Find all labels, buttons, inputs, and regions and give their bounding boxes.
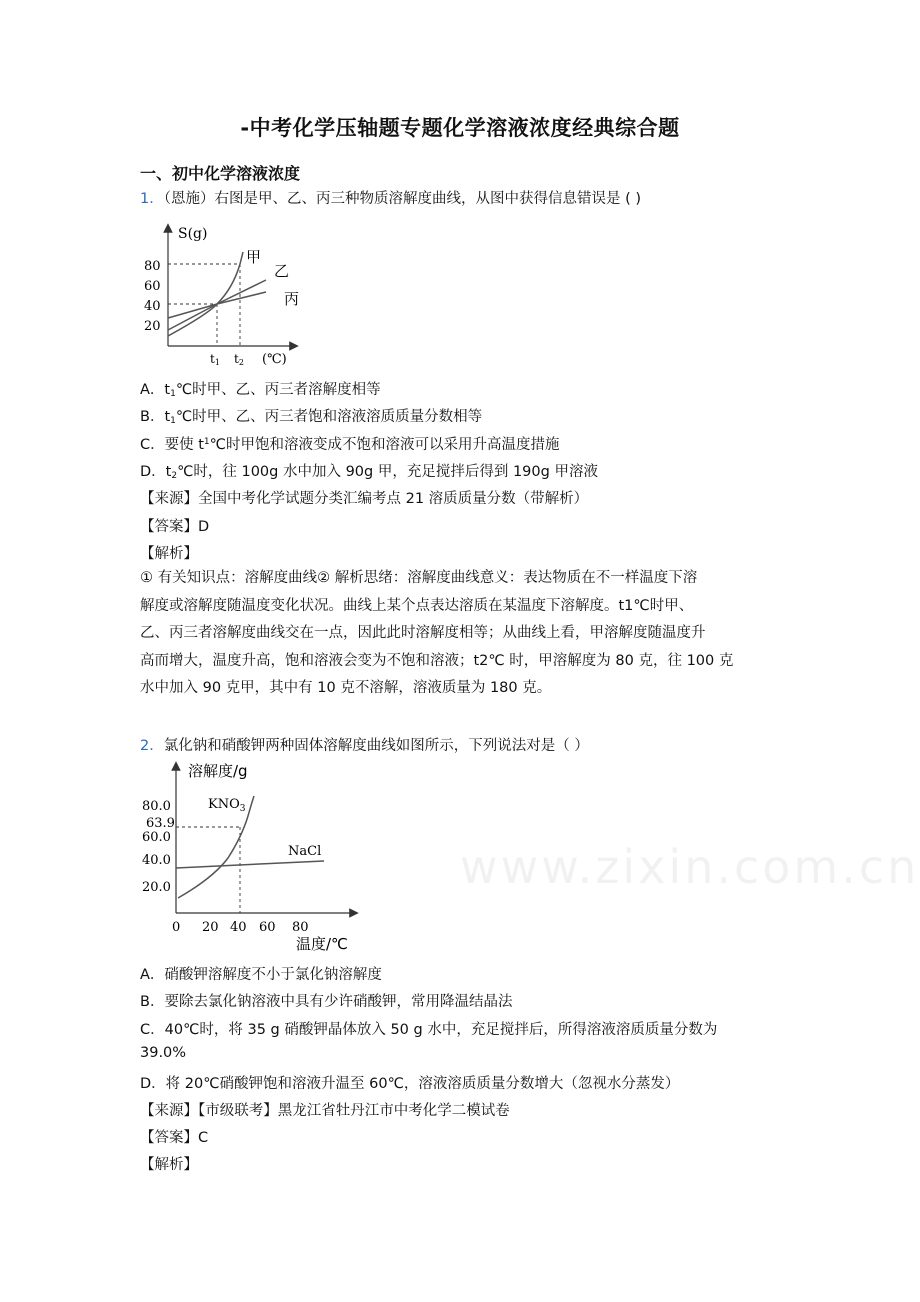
y-tick: 20.0 bbox=[142, 880, 171, 895]
x-tick: 80 bbox=[292, 920, 309, 935]
question-2-text: 氯化钠和硝酸钾两种固体溶解度曲线如图所示，下列说法对是（ ） bbox=[163, 738, 589, 754]
q2-option-c: C．40℃时，将 35 g 硝酸钾晶体放入 50 g 水中，充足搅拌后，所得溶液溶质质量分数为 bbox=[140, 1022, 718, 1038]
curve-nacl bbox=[176, 861, 324, 868]
y-tick: 63.9 bbox=[146, 816, 175, 831]
section-heading: 一、初中化学溶液浓度 bbox=[140, 164, 301, 183]
analysis-line: ① 有关知识点：溶解度曲线② 解析思绪：溶解度曲线意义：表达物质在不一样温度下溶 bbox=[140, 570, 698, 586]
q1-option-d: D．$t_2℃$时，往 100g 水中加入 90g 甲，充足搅拌后得到 190g 甲溶液 bbox=[140, 464, 598, 481]
question-1-stem bbox=[140, 187, 641, 208]
y-tick: 80 bbox=[144, 259, 161, 274]
series-label-bing: 丙 bbox=[284, 290, 300, 308]
series-label-nacl: NaCl bbox=[288, 844, 322, 859]
x-axis-unit: (℃) bbox=[262, 352, 287, 367]
q2-option-a: A．硝酸钾溶解度不小于氯化钠溶解度 bbox=[140, 967, 382, 983]
q2-answer: 【答案】C bbox=[140, 1130, 209, 1146]
y-tick: 60.0 bbox=[142, 830, 171, 845]
q1-option-b: B．$t_1℃$时甲、乙、丙三者饱和溶液溶质质量分数相等 bbox=[140, 409, 483, 426]
q1-analysis bbox=[140, 565, 790, 703]
solubility-chart-2 bbox=[138, 758, 363, 954]
question-1-text: （恩施）右图是甲、乙、丙三种物质溶解度曲线，从图中获得信息错误是 ( ) bbox=[163, 191, 642, 207]
watermark: www.zixin.com.cn bbox=[460, 840, 920, 894]
analysis-line: 乙、丙三者溶解度曲线交在一点，因此此时溶解度相等；从曲线上看，甲溶解度随温度升 bbox=[140, 625, 706, 642]
q1-source: 【来源】全国中考化学试题分类汇编考点 21 溶质质量分数（带解析） bbox=[140, 491, 589, 507]
question-2-number: 2． bbox=[140, 738, 164, 754]
analysis-line: 水中加入 90 克甲，其中有 10 克不溶解，溶液质量为 180 克。 bbox=[140, 680, 552, 697]
y-axis-label: S(g) bbox=[178, 226, 208, 242]
series-label-jia: 甲 bbox=[246, 248, 262, 266]
x-tick: 60 bbox=[259, 920, 276, 935]
series-label-kno3: $KNO_3$ bbox=[208, 797, 246, 814]
q2-option-b: B．要除去氯化钠溶液中具有少许硝酸钾，常用降温结晶法 bbox=[140, 994, 513, 1010]
document-title: -中考化学压轴题专题化学溶液浓度经典综合题 bbox=[240, 116, 680, 140]
question-2-stem bbox=[140, 734, 589, 755]
x-tick: 40 bbox=[230, 920, 247, 935]
q2-option-c-continued: 39.0% bbox=[140, 1045, 187, 1061]
x-axis-label: 温度/℃ bbox=[296, 935, 348, 953]
y-tick: 40.0 bbox=[142, 853, 171, 868]
analysis-line: 解度或溶解度随温度变化状况。曲线上某个点表达溶质在某温度下溶解度。t1℃时甲、 bbox=[140, 597, 694, 614]
y-tick: 40 bbox=[144, 299, 161, 314]
q1-option-a: A．$t_1℃$时甲、乙、丙三者溶解度相等 bbox=[140, 382, 381, 399]
series-label-yi: 乙 bbox=[274, 262, 290, 280]
q1-option-c: C．要使 $t^1℃$时甲饱和溶液变成不饱和溶液可以采用升高温度措施 bbox=[140, 437, 560, 453]
y-tick: 60 bbox=[144, 279, 161, 294]
q2-option-d: D．将 20℃硝酸钾饱和溶液升温至 60℃，溶液溶质质量分数增大（忽视水分蒸发） bbox=[140, 1076, 680, 1092]
question-1-number: 1． bbox=[140, 191, 164, 207]
y-tick: 80.0 bbox=[142, 799, 171, 814]
x-tick: 20 bbox=[202, 920, 219, 935]
q2-analysis-label: 【解析】 bbox=[140, 1157, 198, 1173]
x-tick-t2: t2 bbox=[234, 352, 244, 367]
q2-source: 【来源】【市级联考】黑龙江省牡丹江市中考化学二模试卷 bbox=[140, 1103, 510, 1119]
analysis-line: 高而增大，温度升高，饱和溶液会变为不饱和溶液；t2℃ 时，甲溶解度为 80 克，往 100 克 bbox=[140, 652, 734, 669]
x-tick-t1: t1 bbox=[210, 352, 220, 367]
y-tick: 20 bbox=[144, 319, 161, 334]
y-axis-label: 溶解度/g bbox=[188, 762, 248, 780]
x-tick: 0 bbox=[172, 920, 181, 935]
q1-answer: 【答案】D bbox=[140, 519, 210, 535]
q1-analysis-label: 【解析】 bbox=[140, 546, 198, 562]
solubility-chart-1 bbox=[138, 218, 308, 368]
